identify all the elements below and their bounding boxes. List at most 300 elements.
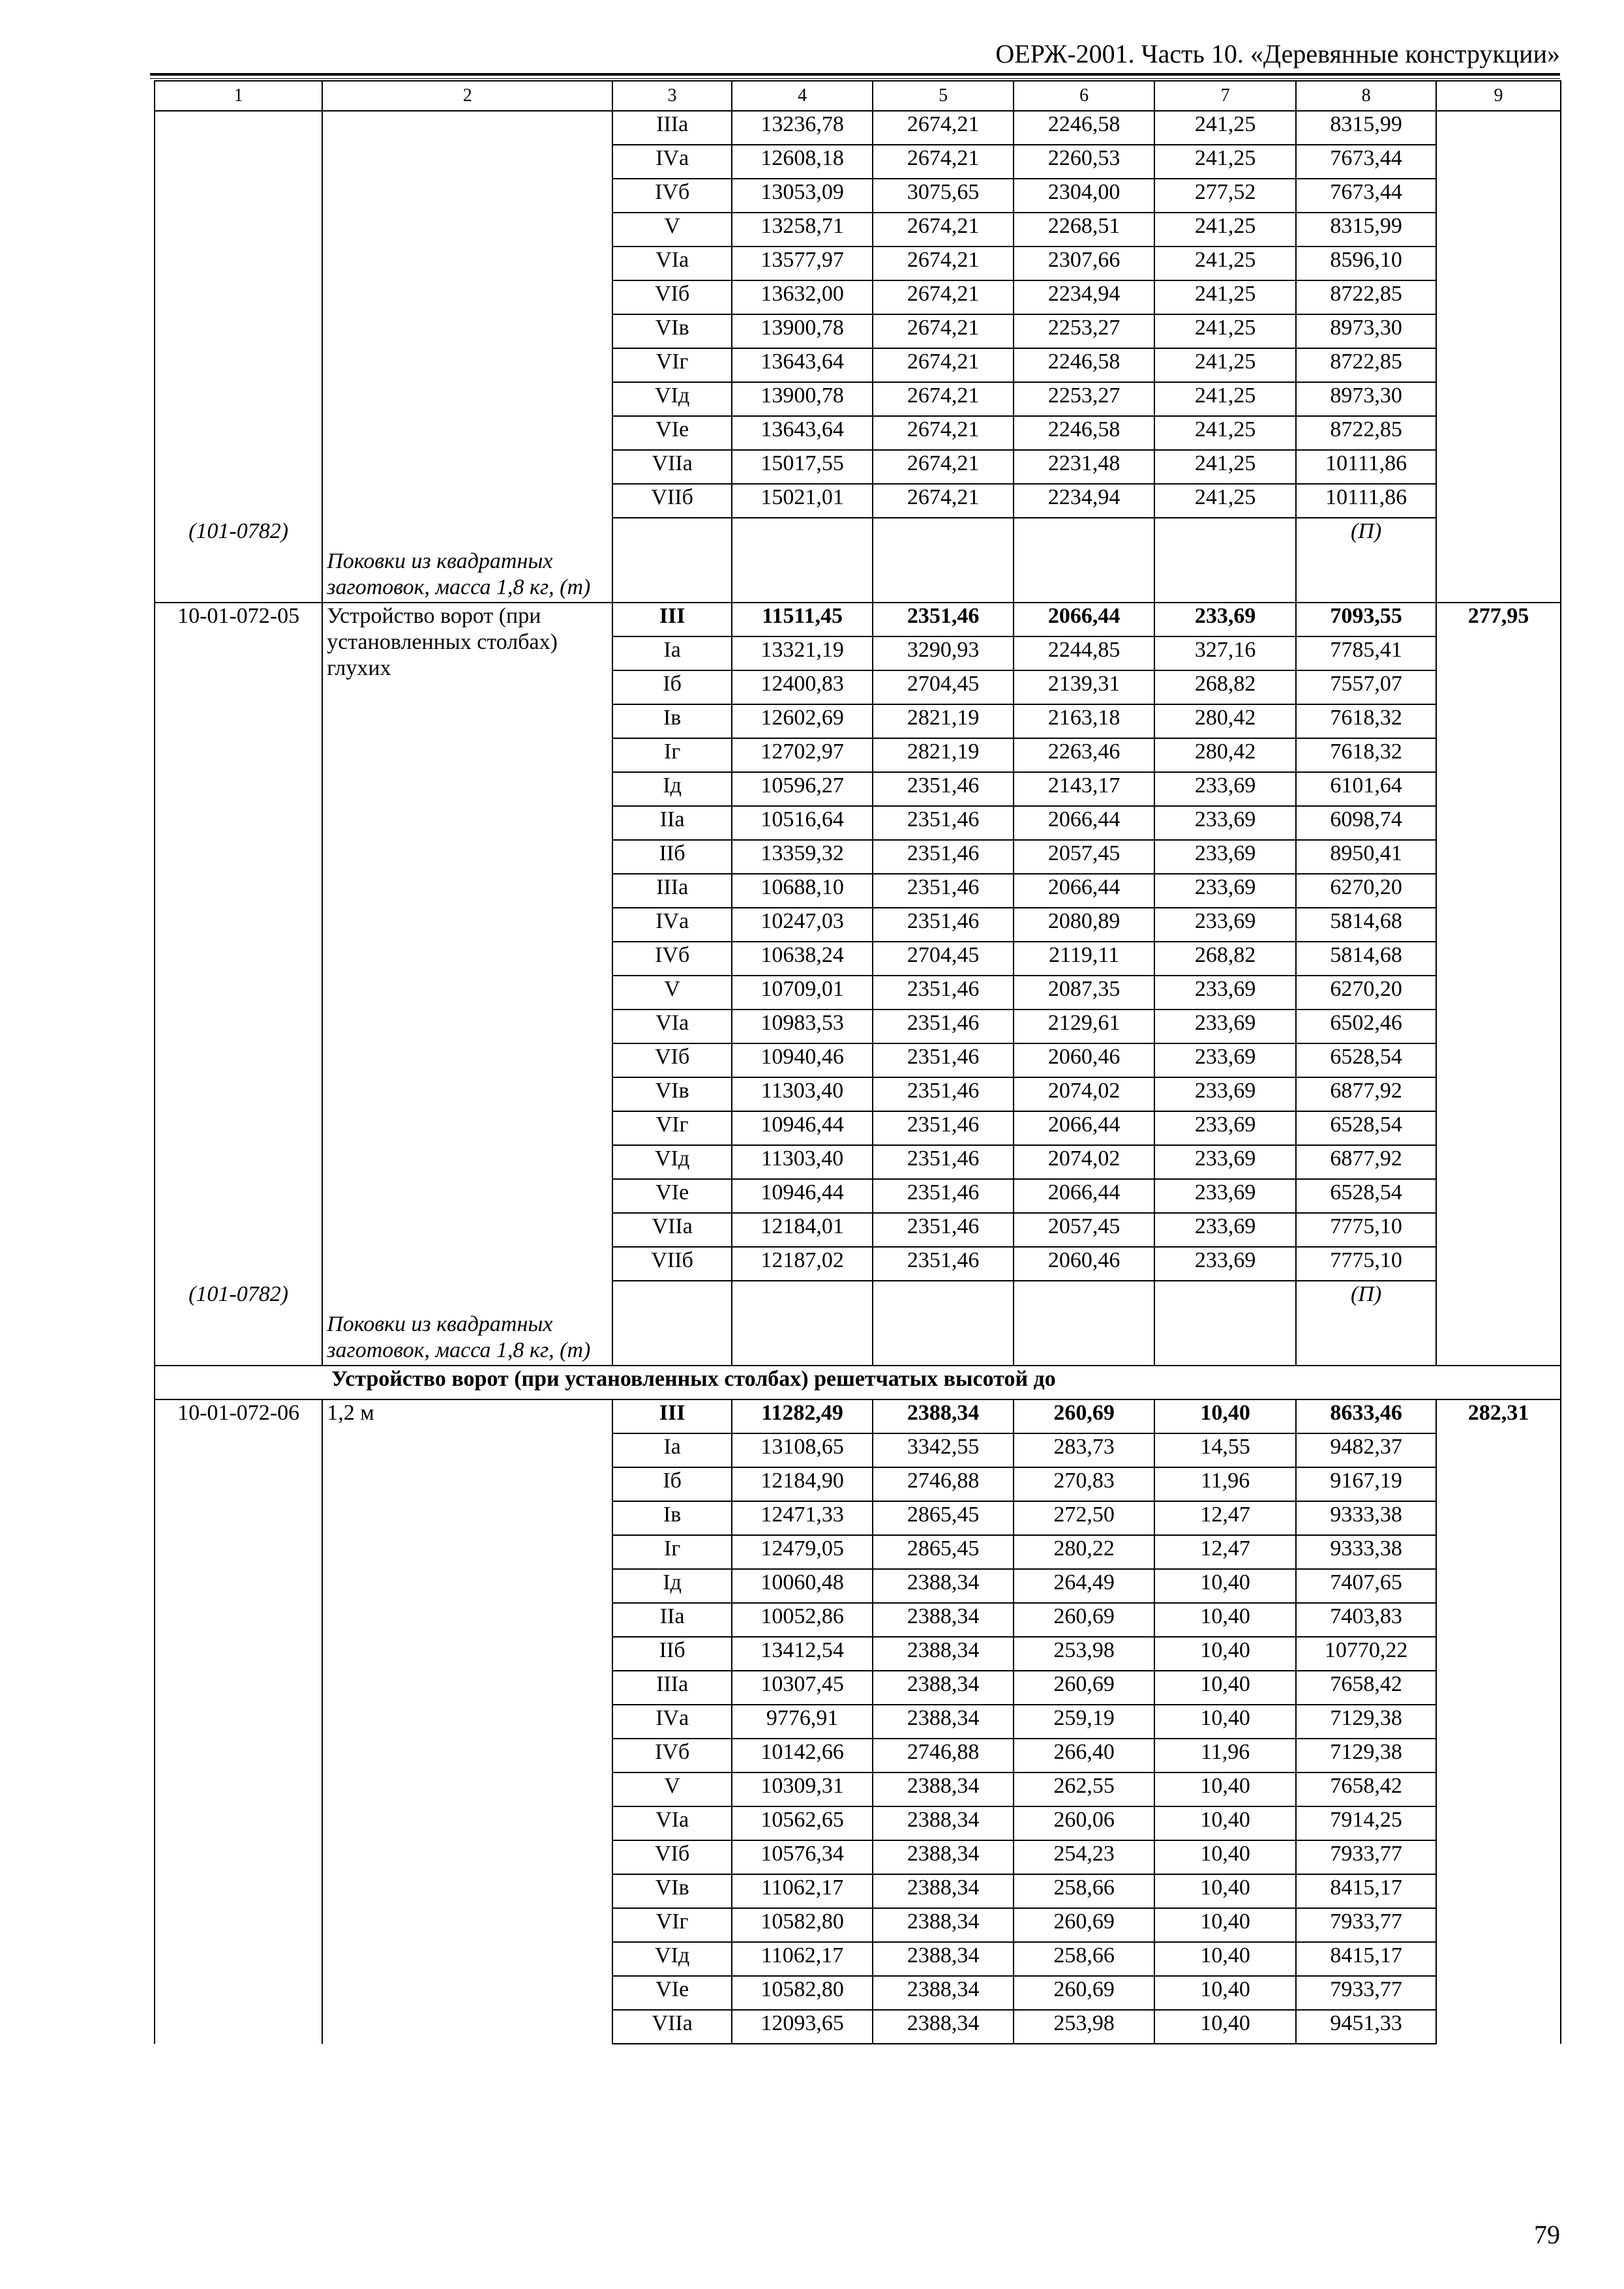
price-cell: 2388,34 [873,1399,1014,1433]
price-cell: 2074,02 [1014,1145,1154,1179]
zone-cell: VIд [612,382,732,416]
price-cell: 280,42 [1154,738,1296,772]
price-cell: 2129,61 [1014,1010,1154,1043]
price-cell: 13236,78 [732,111,873,145]
price-cell: 11282,49 [732,1399,873,1433]
price-cell: 10638,24 [732,942,873,976]
price-cell: 2351,46 [873,1010,1014,1043]
zone-cell: IVб [612,1739,732,1773]
price-cell: 13258,71 [732,213,873,247]
price-cell: 2057,45 [1014,840,1154,874]
price-cell: 260,69 [1014,1908,1154,1942]
zone-cell: Iб [612,1467,732,1501]
price-cell: 8415,17 [1296,1942,1436,1976]
empty-cell [732,1281,873,1366]
price-cell: 10309,31 [732,1773,873,1806]
price-cell: 10111,86 [1296,450,1436,484]
zone-cell: IIб [612,840,732,874]
column-number: 8 [1296,81,1436,111]
price-cell: 253,98 [1014,2010,1154,2044]
price-cell: 10,40 [1154,1942,1296,1976]
price-cell: 241,25 [1154,145,1296,179]
price-cell: 11511,45 [732,603,873,636]
price-cell: 2351,46 [873,1043,1014,1077]
price-cell: 2351,46 [873,603,1014,636]
price-cell: 2821,19 [873,738,1014,772]
price-cell: 10940,46 [732,1043,873,1077]
price-cell: 12400,83 [732,670,873,704]
price-cell: 10,40 [1154,1569,1296,1603]
price-cell: 2674,21 [873,484,1014,518]
price-cell: 2143,17 [1014,772,1154,806]
price-cell: 2674,21 [873,280,1014,314]
price-cell: 7673,44 [1296,145,1436,179]
price-cell: 10307,45 [732,1671,873,1705]
price-cell: 7914,25 [1296,1806,1436,1840]
price-cell: 13643,64 [732,416,873,450]
price-cell: 7658,42 [1296,1773,1436,1806]
price-cell: 5814,68 [1296,908,1436,942]
price-cell: 2674,21 [873,247,1014,280]
section-title: Устройство ворот (при установленных столбах) решетчатых высотой до [155,1366,1561,1399]
price-cell: 12,47 [1154,1501,1296,1535]
resource-unit: (П) [1296,1281,1436,1366]
price-cell: 8973,30 [1296,314,1436,348]
price-cell: 10,40 [1154,2010,1296,2044]
price-cell: 10688,10 [732,874,873,908]
price-cell: 3075,65 [873,179,1014,213]
price-cell: 7933,77 [1296,1840,1436,1874]
price-cell: 2674,21 [873,416,1014,450]
price-cell: 253,98 [1014,1637,1154,1671]
price-cell: 10247,03 [732,908,873,942]
column-number: 1 [155,81,322,111]
price-cell: 2307,66 [1014,247,1154,280]
column-number: 7 [1154,81,1296,111]
price-cell: 2388,34 [873,1671,1014,1705]
price-cell: 2351,46 [873,1077,1014,1111]
price-cell: 2388,34 [873,1942,1014,1976]
price-cell: 2351,46 [873,1179,1014,1213]
zone-cell: VIб [612,280,732,314]
price-cell: 2388,34 [873,1773,1014,1806]
price-cell: 260,69 [1014,1399,1154,1433]
price-cell: 10582,80 [732,1976,873,2010]
price-cell: 2066,44 [1014,806,1154,840]
price-cell: 6528,54 [1296,1043,1436,1077]
price-cell: 277,52 [1154,179,1296,213]
price-cell: 13108,65 [732,1433,873,1467]
zone-cell: VIд [612,1145,732,1179]
empty-cell [612,1281,732,1366]
column-number: 3 [612,81,732,111]
price-cell: 10946,44 [732,1111,873,1145]
empty-cell [1014,518,1154,603]
price-cell: 241,25 [1154,213,1296,247]
price-cell: 7673,44 [1296,179,1436,213]
price-cell: 9776,91 [732,1705,873,1739]
price-cell: 7403,83 [1296,1603,1436,1637]
zone-cell: Iв [612,704,732,738]
price-cell: 8722,85 [1296,280,1436,314]
empty-cell [1154,1281,1296,1366]
price-cell: 7775,10 [1296,1213,1436,1247]
empty-cell [612,518,732,603]
price-cell: 13643,64 [732,348,873,382]
page-header [150,39,1560,76]
price-cell: 2388,34 [873,1874,1014,1908]
price-cell: 10060,48 [732,1569,873,1603]
price-cell: 2139,31 [1014,670,1154,704]
price-cell: 7775,10 [1296,1247,1436,1281]
price-cell: 233,69 [1154,1077,1296,1111]
price-cell: 6270,20 [1296,874,1436,908]
price-cell: 10562,65 [732,1806,873,1840]
price-cell: 2246,58 [1014,348,1154,382]
zone-cell: IVа [612,1705,732,1739]
price-cell: 2351,46 [873,1213,1014,1247]
price-cell: 13632,00 [732,280,873,314]
price-cell: 2087,35 [1014,976,1154,1010]
column-number: 2 [322,81,612,111]
zone-cell: VIIа [612,2010,732,2044]
price-cell: 264,49 [1014,1569,1154,1603]
price-cell: 10142,66 [732,1739,873,1773]
price-cell: 2388,34 [873,2010,1014,2044]
price-cell: 2388,34 [873,1705,1014,1739]
price-cell: 260,06 [1014,1806,1154,1840]
price-cell: 7618,32 [1296,738,1436,772]
price-cell: 6101,64 [1296,772,1436,806]
price-cell: 10,40 [1154,1773,1296,1806]
zone-cell: VIIб [612,1247,732,1281]
price-cell: 260,69 [1014,1671,1154,1705]
price-cell: 233,69 [1154,874,1296,908]
price-cell: 3290,93 [873,636,1014,670]
empty-cell [873,518,1014,603]
rate-code: 10-01-072-06 [155,1399,322,2044]
price-cell: 10,40 [1154,1840,1296,1874]
price-cell: 233,69 [1154,1111,1296,1145]
empty-cell [732,518,873,603]
price-cell: 2674,21 [873,111,1014,145]
price-cell: 10,40 [1154,1399,1296,1433]
price-table [154,80,1561,2044]
price-cell: 241,25 [1154,484,1296,518]
price-cell: 233,69 [1154,976,1296,1010]
zone-cell: III [612,1399,732,1433]
rate-name: 1,2 м [322,1399,612,2044]
price-cell: 254,23 [1014,1840,1154,1874]
price-cell: 6270,20 [1296,976,1436,1010]
price-cell: 2234,94 [1014,484,1154,518]
price-cell: 5814,68 [1296,942,1436,976]
price-cell: 2674,21 [873,450,1014,484]
zone-cell: VIа [612,247,732,280]
price-cell: 7618,32 [1296,704,1436,738]
price-cell: 2351,46 [873,772,1014,806]
price-cell: 268,82 [1154,670,1296,704]
price-cell: 233,69 [1154,1179,1296,1213]
section-row [155,1366,1561,1399]
price-cell: 2351,46 [873,806,1014,840]
price-cell: 11,96 [1154,1739,1296,1773]
page-number: 79 [1534,2220,1560,2249]
price-cell: 10,40 [1154,1908,1296,1942]
zone-cell: Iг [612,1535,732,1569]
zone-cell: VIIб [612,484,732,518]
price-cell: 8722,85 [1296,416,1436,450]
price-cell: 233,69 [1154,1145,1296,1179]
price-cell: 2865,45 [873,1535,1014,1569]
price-cell: 2260,53 [1014,145,1154,179]
price-cell: 283,73 [1014,1433,1154,1467]
price-cell: 10582,80 [732,1908,873,1942]
zone-cell: IIа [612,806,732,840]
price-cell: 10983,53 [732,1010,873,1043]
price-cell: 7129,38 [1296,1739,1436,1773]
price-cell: 233,69 [1154,1213,1296,1247]
price-cell: 2163,18 [1014,704,1154,738]
price-cell: 241,25 [1154,111,1296,145]
price-cell: 2674,21 [873,213,1014,247]
price-cell: 10052,86 [732,1603,873,1637]
price-cell: 12187,02 [732,1247,873,1281]
zone-cell: IIб [612,1637,732,1671]
price-cell: 2674,21 [873,348,1014,382]
table-row [155,1399,1561,1433]
price-cell: 2388,34 [873,1603,1014,1637]
price-cell: 259,19 [1014,1705,1154,1739]
zone-cell: V [612,1773,732,1806]
price-cell: 2066,44 [1014,603,1154,636]
labor-cost [1436,111,1561,603]
column-number: 6 [1014,81,1154,111]
column-number: 4 [732,81,873,111]
price-cell: 6877,92 [1296,1145,1436,1179]
price-cell: 2704,45 [873,670,1014,704]
price-cell: 2074,02 [1014,1077,1154,1111]
zone-cell: III [612,603,732,636]
price-cell: 10,40 [1154,1705,1296,1739]
rate-code [155,111,322,603]
price-cell: 7093,55 [1296,603,1436,636]
price-cell: 8315,99 [1296,213,1436,247]
zone-cell: VIе [612,1179,732,1213]
zone-cell: VIг [612,1908,732,1942]
zone-cell: Iг [612,738,732,772]
price-cell: 10,40 [1154,1976,1296,2010]
price-cell: 7557,07 [1296,670,1436,704]
price-cell: 10946,44 [732,1179,873,1213]
zone-cell: VIв [612,314,732,348]
price-cell: 8415,17 [1296,1874,1436,1908]
price-cell: 241,25 [1154,450,1296,484]
zone-cell: Iа [612,636,732,670]
price-cell: 233,69 [1154,603,1296,636]
column-number: 5 [873,81,1014,111]
price-cell: 13359,32 [732,840,873,874]
price-cell: 9167,19 [1296,1467,1436,1501]
zone-cell: VIд [612,1942,732,1976]
price-cell: 2304,00 [1014,179,1154,213]
price-cell: 8950,41 [1296,840,1436,874]
price-cell: 10,40 [1154,1603,1296,1637]
zone-cell: VIе [612,1976,732,2010]
price-cell: 2821,19 [873,704,1014,738]
price-cell: 15017,55 [732,450,873,484]
document-title: ОЕРЖ-2001. Часть 10. «Деревянные конструкции» [995,39,1560,68]
labor-cost: 282,31 [1436,1399,1561,2044]
price-cell: 2746,88 [873,1467,1014,1501]
price-cell: 2388,34 [873,1569,1014,1603]
price-cell: 233,69 [1154,840,1296,874]
zone-cell: IVб [612,942,732,976]
price-cell: 241,25 [1154,348,1296,382]
price-cell: 10,40 [1154,1874,1296,1908]
zone-cell: VIб [612,1840,732,1874]
price-cell: 8633,46 [1296,1399,1436,1433]
price-cell: 14,55 [1154,1433,1296,1467]
price-cell: 13321,19 [732,636,873,670]
price-cell: 10,40 [1154,1806,1296,1840]
price-cell: 9333,38 [1296,1535,1436,1569]
price-cell: 2388,34 [873,1976,1014,2010]
price-cell: 12608,18 [732,145,873,179]
price-cell: 268,82 [1154,942,1296,976]
zone-cell: VIа [612,1010,732,1043]
price-cell: 9451,33 [1296,2010,1436,2044]
zone-cell: V [612,213,732,247]
price-cell: 2057,45 [1014,1213,1154,1247]
zone-cell: Iд [612,772,732,806]
price-cell: 6877,92 [1296,1077,1436,1111]
price-cell: 262,55 [1014,1773,1154,1806]
zone-cell: IIIа [612,111,732,145]
price-cell: 2351,46 [873,874,1014,908]
price-cell: 241,25 [1154,280,1296,314]
price-cell: 2351,46 [873,1145,1014,1179]
rate-code-text: 10-01-072-05 [177,604,300,628]
price-cell: 2066,44 [1014,874,1154,908]
zone-cell: VIг [612,348,732,382]
zone-cell: VIа [612,1806,732,1840]
price-cell: 12471,33 [732,1501,873,1535]
price-cell: 6098,74 [1296,806,1436,840]
resource-code: (101-0782) [188,519,289,543]
zone-cell: V [612,976,732,1010]
price-cell: 12,47 [1154,1535,1296,1569]
price-cell: 10770,22 [1296,1637,1436,1671]
price-cell: 13412,54 [732,1637,873,1671]
price-cell: 13900,78 [732,314,873,348]
price-cell: 2066,44 [1014,1179,1154,1213]
table-row [155,603,1561,636]
price-cell: 2268,51 [1014,213,1154,247]
rate-code [155,603,322,1366]
price-cell: 260,69 [1014,1603,1154,1637]
zone-cell: Iв [612,1501,732,1535]
price-cell: 2351,46 [873,840,1014,874]
price-cell: 272,50 [1014,1501,1154,1535]
price-cell: 8722,85 [1296,348,1436,382]
price-cell: 327,16 [1154,636,1296,670]
price-cell: 13053,09 [732,179,873,213]
empty-cell [1154,518,1296,603]
price-cell: 7933,77 [1296,1976,1436,2010]
price-cell: 8973,30 [1296,382,1436,416]
zone-cell: VIIа [612,1213,732,1247]
price-cell: 10111,86 [1296,484,1436,518]
price-cell: 15021,01 [732,484,873,518]
price-cell: 233,69 [1154,806,1296,840]
price-cell: 10576,34 [732,1840,873,1874]
zone-cell: IIа [612,1603,732,1637]
price-cell: 258,66 [1014,1874,1154,1908]
zone-cell: VIб [612,1043,732,1077]
column-number: 9 [1436,81,1561,111]
zone-cell: VIв [612,1874,732,1908]
zone-cell: IVа [612,908,732,942]
price-cell: 241,25 [1154,416,1296,450]
price-cell: 2865,45 [873,1501,1014,1535]
price-cell: 3342,55 [873,1433,1014,1467]
price-cell: 2066,44 [1014,1111,1154,1145]
price-cell: 233,69 [1154,908,1296,942]
price-cell: 13577,97 [732,247,873,280]
price-cell: 2388,34 [873,1637,1014,1671]
zone-cell: IVб [612,179,732,213]
price-cell: 12702,97 [732,738,873,772]
price-cell: 270,83 [1014,1467,1154,1501]
rate-name [322,111,612,603]
zone-cell: IVа [612,145,732,179]
price-cell: 9333,38 [1296,1501,1436,1535]
price-cell: 10,40 [1154,1671,1296,1705]
price-cell: 2388,34 [873,1908,1014,1942]
labor-cost: 277,95 [1436,603,1561,1366]
price-cell: 2246,58 [1014,416,1154,450]
price-cell: 9482,37 [1296,1433,1436,1467]
price-cell: 2253,27 [1014,382,1154,416]
resource-name: Поковки из квадратных заготовок, масса 1,8 кг, (т) [327,1312,591,1362]
price-cell: 2060,46 [1014,1043,1154,1077]
price-cell: 10709,01 [732,976,873,1010]
zone-cell: VIг [612,1111,732,1145]
price-cell: 12184,01 [732,1213,873,1247]
price-cell: 13900,78 [732,382,873,416]
resource-name: Поковки из квадратных заготовок, масса 1,8 кг, (т) [327,549,591,599]
price-cell: 2351,46 [873,908,1014,942]
price-cell: 2080,89 [1014,908,1154,942]
price-cell: 2746,88 [873,1739,1014,1773]
zone-cell: IIIа [612,1671,732,1705]
price-cell: 8596,10 [1296,247,1436,280]
price-cell: 2704,45 [873,942,1014,976]
zone-cell: Iд [612,1569,732,1603]
price-cell: 233,69 [1154,1247,1296,1281]
rate-name-text: Устройство ворот (при установленных столбах) глухих [327,604,558,680]
price-cell: 2674,21 [873,314,1014,348]
price-cell: 266,40 [1014,1739,1154,1773]
rate-name [322,603,612,1366]
price-cell: 6528,54 [1296,1111,1436,1145]
price-cell: 2253,27 [1014,314,1154,348]
price-cell: 8315,99 [1296,111,1436,145]
price-cell: 7658,42 [1296,1671,1436,1705]
price-cell: 6528,54 [1296,1179,1436,1213]
price-cell: 2388,34 [873,1806,1014,1840]
